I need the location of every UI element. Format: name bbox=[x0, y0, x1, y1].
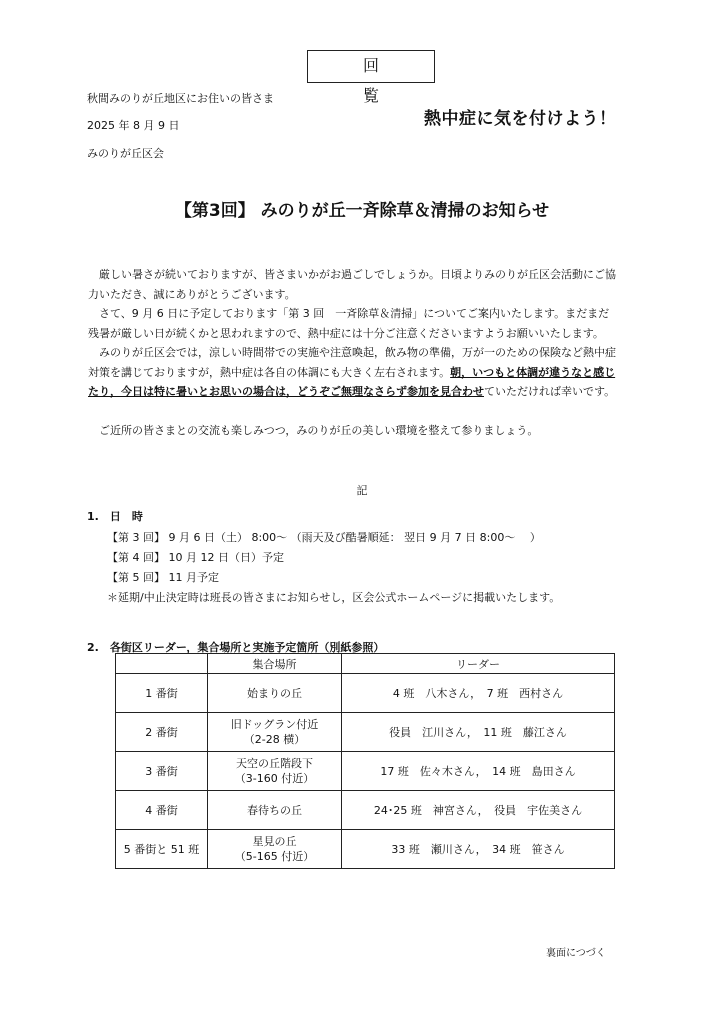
place-name: 旧ドッグラン付近 bbox=[230, 718, 319, 731]
column-header-block bbox=[116, 654, 208, 674]
table-header-row bbox=[116, 654, 615, 674]
heatstroke-closing: ていただければ幸いです。 bbox=[484, 385, 616, 398]
column-header-leader: リーダー bbox=[342, 654, 615, 674]
leaders-table bbox=[115, 653, 615, 869]
sender-name: みのりが丘区会 bbox=[87, 147, 164, 160]
emphasis-text: 朝，いつもと体調が違うなと感じたり，今日は特に暑いとお思いの場合は，どうぞご無理なさらず参加を見合わせ bbox=[88, 365, 616, 398]
paragraph-announcement: さて、9 月 6 日に予定しております「第 3 回 一斉除草＆清掃」についてご案内いたします。まだまだ残暑が厳しい日が続くかと思われますので、熱中症には十分ご注意くださいますようお願いいたします。 bbox=[88, 307, 610, 340]
circulation-stamp: 回 覧 bbox=[307, 50, 435, 83]
leader-cell: 33 班 瀬川さん， 34 班 笹さん bbox=[342, 830, 615, 869]
paragraph-closing: ご近所の皆さまとの交流も楽しみつつ，みのりが丘の美しい環境を整えて参りましょう。 bbox=[99, 424, 539, 437]
schedule-item-5: 【第 5 回】 11 月予定 bbox=[107, 571, 219, 584]
schedule-item-4: 【第 4 回】 10 月 12 日（日）予定 bbox=[107, 551, 284, 564]
notice-title: 【第3回】 みのりが丘一斉除草＆清掃のお知らせ bbox=[174, 201, 550, 221]
block-cell: 1 番街 bbox=[116, 674, 208, 713]
place-detail: （3-160 付近） bbox=[234, 772, 315, 785]
place-detail: （5-165 付近） bbox=[234, 850, 315, 863]
table-row bbox=[116, 830, 615, 869]
place-cell bbox=[208, 674, 342, 713]
leader-cell: 4 班 八木さん， 7 班 西村さん bbox=[342, 674, 615, 713]
paragraph-heatstroke bbox=[88, 343, 616, 402]
leader-cell: 役員 江川さん， 11 班 藤江さん bbox=[342, 713, 615, 752]
paragraph-greeting: 厳しい暑さが続いておりますが、皆さまいかがお過ごしでしょうか。日頃よりみのりが丘区会活動にご協力いただき、誠にありがとうございます。 bbox=[88, 268, 616, 301]
place-name: 星見の丘 bbox=[252, 835, 297, 848]
block-cell: 3 番街 bbox=[116, 752, 208, 791]
section-datetime-heading: 1. 日 時 bbox=[87, 510, 143, 523]
place-name: 春待ちの丘 bbox=[247, 803, 302, 817]
document-date: 2025 年 8 月 9 日 bbox=[87, 119, 180, 132]
place-cell bbox=[208, 713, 342, 752]
heatstroke-slogan: 熱中症に気を付けよう！ bbox=[424, 109, 617, 129]
section-leaders-heading: 2. 各街区リーダー，集合場所と実施予定箇所（別紙参照） bbox=[87, 641, 385, 654]
block-cell: 2 番街 bbox=[116, 713, 208, 752]
continued-on-back: 裏面につづく bbox=[546, 948, 606, 959]
leader-cell: 24･25 班 神宮さん， 役員 宇佐美さん bbox=[342, 791, 615, 830]
column-header-place: 集合場所 bbox=[208, 654, 342, 674]
schedule-item-3: 【第 3 回】 9 月 6 日（土） 8:00～ （雨天及び酷暑順延： 翌日 9 月 7 日 8:00～ ） bbox=[107, 531, 541, 544]
recipient-line: 秋間みのりが丘地区にお住いの皆さま bbox=[87, 92, 274, 105]
schedule-note: ＊延期/中止決定時は班長の皆さまにお知らせし，区会公式ホームページに掲載いたします。 bbox=[107, 591, 561, 604]
block-cell: 4 番街 bbox=[116, 791, 208, 830]
heatstroke-text: みのりが丘区会では，涼しい時間帯での実施や注意喚起，飲み物の準備，万が一のための保険など熱中症対策を講じておりますが，熱中症は各自の体調にも大きく左右されます。 bbox=[88, 346, 616, 379]
table-row bbox=[116, 752, 615, 791]
place-name: 天空の丘階段下 bbox=[236, 757, 313, 770]
table-row bbox=[116, 674, 615, 713]
leader-cell: 17 班 佐々木さん， 14 班 島田さん bbox=[342, 752, 615, 791]
place-cell bbox=[208, 791, 342, 830]
place-detail: （2-28 横） bbox=[243, 733, 306, 746]
place-name: 始まりの丘 bbox=[247, 686, 302, 700]
place-cell bbox=[208, 752, 342, 791]
table-row bbox=[116, 713, 615, 752]
place-cell bbox=[208, 830, 342, 869]
table-row bbox=[116, 791, 615, 830]
ki-marker: 記 bbox=[356, 484, 368, 497]
block-cell: 5 番街と 51 班 bbox=[116, 830, 208, 869]
